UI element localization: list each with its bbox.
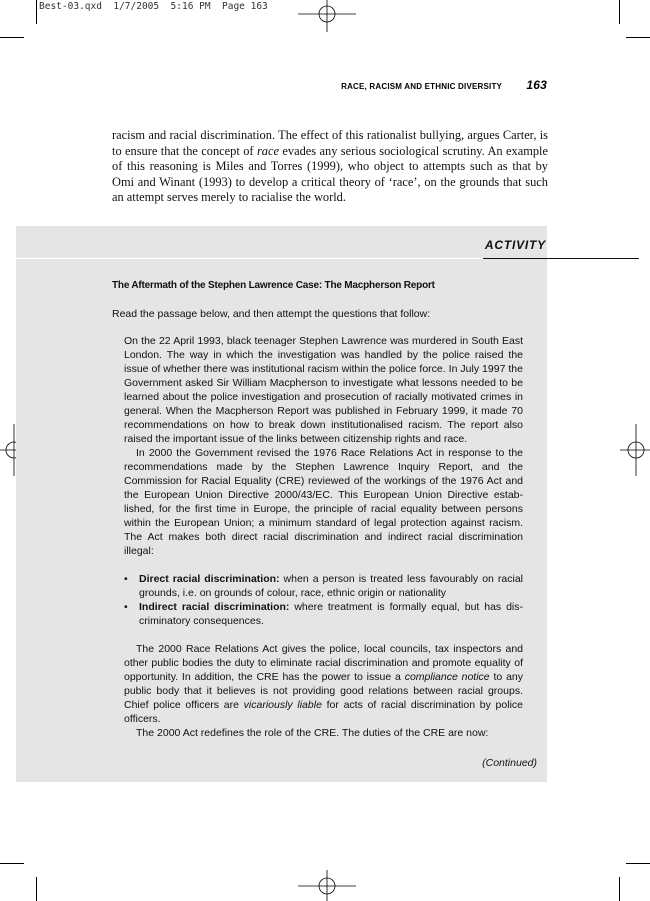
para3-text-a: The 2000 Race Relations Act gives the police, local councils, tax inspectors and other public bodies the duty to eliminate racial discrimination and promote equality of opportunity. In addition, the CRE has the power to issue a (124, 643, 523, 683)
running-head (341, 78, 547, 92)
list-item (124, 572, 523, 600)
activity-box-divider (16, 258, 483, 259)
print-slug: Best-03.qxd 1/7/2005 5:16 PM Page 163 (39, 1, 268, 12)
body-text-a: racism and racial discrimination. The effect of this rationalist bullying, argues Carter, is to ensure that the concept of (112, 128, 548, 158)
activity-label: ACTIVITY (484, 238, 546, 252)
activity-label-rule (483, 258, 639, 259)
bullet-icon: • (124, 601, 128, 613)
activity-intro: Read the passage below, and then attempt the questions that follow: (112, 308, 431, 320)
continued-label: (Continued) (482, 757, 537, 769)
activity-heading: The Aftermath of the Stephen Lawrence Case: The Macpherson Report (112, 280, 435, 291)
registration-mark-right (620, 424, 650, 476)
registration-mark-top (298, 0, 356, 32)
list-item (124, 600, 523, 628)
passage-paragraph-4: The 2000 Act redefines the role of the CRE. The duties of the CRE are now: (136, 727, 489, 739)
list-item-term: Direct racial discrimination: (139, 573, 280, 585)
para3-text-c: for acts of racial discrimination by police officers. (124, 699, 523, 725)
bullet-icon: • (124, 573, 128, 585)
body-paragraph (112, 128, 548, 206)
page-number: 163 (526, 78, 547, 92)
body-text-emphasis: race (256, 143, 279, 158)
activity-passage (124, 334, 523, 740)
running-head-title: RACE, RACISM AND ETHNIC DIVERSITY (341, 82, 502, 91)
body-text-b: evades any serious sociological scrutiny. An example of this reasoning is Miles and Torres (1999), who object to attempts such as that by Omi and Winant (1993) to develop a critical theory of ‘race’, on the grounds that such an attempt serves merely to racialise the world. (112, 143, 548, 204)
passage-paragraph-2: In 2000 the Government revised the 1976 Race Relations Act in response to the recommendations made by the Stephen Lawrence Inquiry Report, and the Commission for Racial Equality (CRE) reviewed of the workings of the 1976 Act and the European Union Directive 2000/43/EC. This European Union Directive established, for the first time in Europe, the principle of racial equality between persons within the European Union; a minimum standard of legal protection against racism. The Act makes both direct racial discrimination and indirect racial discrimination illegal: (124, 447, 523, 557)
passage-paragraph-1: On the 22 April 1993, black teenager Stephen Lawrence was murdered in South East London. The way in which the investigation was handled by the police raised the issue of whether there was institutional racism within the police force. In July 1997 the Government asked Sir William Macpherson to investigate what lessons needed to be learned about the police investigation and prosecution of racially motivated crimes in general. When the Macpherson Report was published in February 1999, it made 70 recommendations on how to break down institutionalised racism. The report also raised the important issue of the links between citizenship rights and race. (124, 335, 523, 445)
vicariously-liable-term: vicariously liable (243, 699, 322, 711)
passage-paragraph-3 (124, 642, 523, 726)
para3-text-b: to any public body that it believes is not providing good relations between racial groups. Chief police officers are (124, 671, 524, 711)
list-item-term: Indirect racial discrimination: (139, 601, 290, 613)
list-item-text: when a person is treated less favourably on racial grounds, i.e. on grounds of colour, race, ethnic origin or nationality (139, 573, 524, 599)
list-item-text: where treatment is formally equal, but has discriminatory consequences. (139, 601, 523, 627)
registration-mark-bottom (298, 870, 356, 901)
definitions-list (124, 572, 523, 628)
compliance-notice-term: compliance notice (404, 671, 490, 683)
